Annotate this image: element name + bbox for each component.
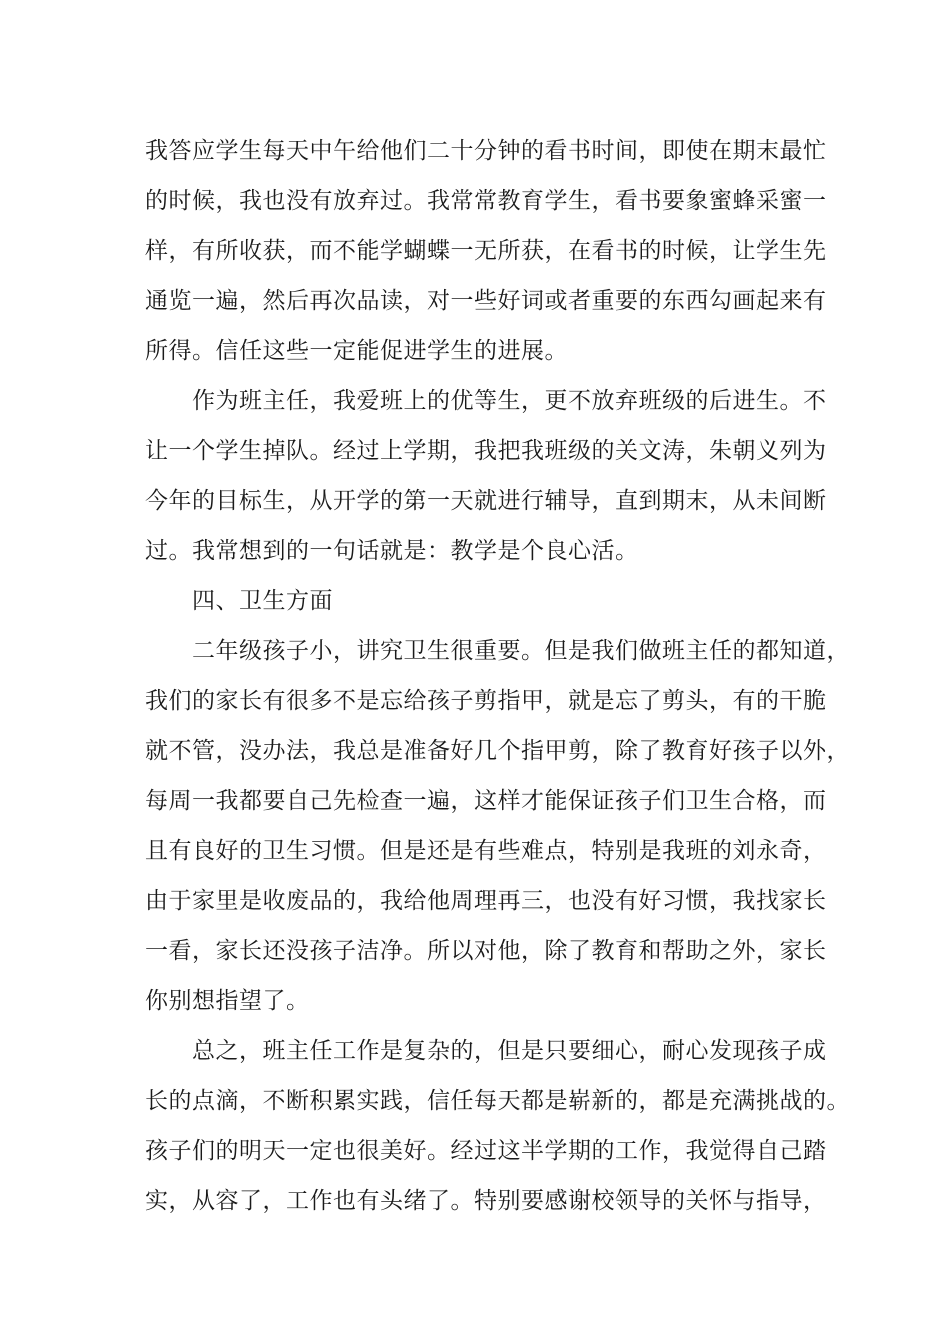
text-line: 所得。信任这些一定能促进学生的进展。 [145,338,568,364]
text-line: 由于家里是收废品的，我给他周理再三，也没有好习惯，我找家长 [145,888,827,914]
text-line: 就不管，没办法，我总是准备好几个指甲剪，除了教育好孩子以外， [145,738,850,764]
text-line: 长的点滴，不断积累实践，信任每天都是崭新的，都是充满挑战的。 [145,1088,850,1114]
paragraph-start-line: 二年级孩子小，讲究卫生很重要。但是我们做班主任的都知道， [192,638,850,664]
text-line: 今年的目标生，从开学的第一天就进行辅导，直到期末，从未间断 [145,488,827,514]
text-line: 我们的家长有很多不是忘给孩子剪指甲，就是忘了剪头，有的干脆 [145,688,827,714]
text-line: 让一个学生掉队。经过上学期，我把我班级的关文涛，朱朝义列为 [145,438,827,464]
text-line: 你别想指望了。 [145,988,310,1014]
text-line: 且有良好的卫生习惯。但是还是有些难点，特别是我班的刘永奇， [145,838,827,864]
text-line: 过。我常想到的一句话就是：教学是个良心活。 [145,538,639,564]
section-heading: 四、卫生方面 [192,588,333,614]
paragraph-start-line: 总之，班主任工作是复杂的，但是只要细心，耐心发现孩子成 [192,1038,827,1064]
text-line: 一看，家长还没孩子洁净。所以对他，除了教育和帮助之外，家长 [145,938,827,964]
text-line: 实，从容了，工作也有头绪了。特别要感谢校领导的关怀与指导， [145,1188,827,1214]
text-line: 每周一我都要自己先检查一遍，这样才能保证孩子们卫生合格，而 [145,788,827,814]
paragraph-start-line: 作为班主任，我爱班上的优等生，更不放弃班级的后进生。不 [192,388,827,414]
text-line: 孩子们的明天一定也很美好。经过这半学期的工作，我觉得自己踏 [145,1138,827,1164]
text-line: 样，有所收获，而不能学蝴蝶一无所获，在看书的时候，让学生先 [145,238,827,264]
text-line: 的时候，我也没有放弃过。我常常教育学生，看书要象蜜蜂采蜜一 [145,188,827,214]
text-line: 通览一遍，然后再次品读，对一些好词或者重要的东西勾画起来有 [145,288,827,314]
text-line: 我答应学生每天中午给他们二十分钟的看书时间，即使在期末最忙 [145,138,827,164]
